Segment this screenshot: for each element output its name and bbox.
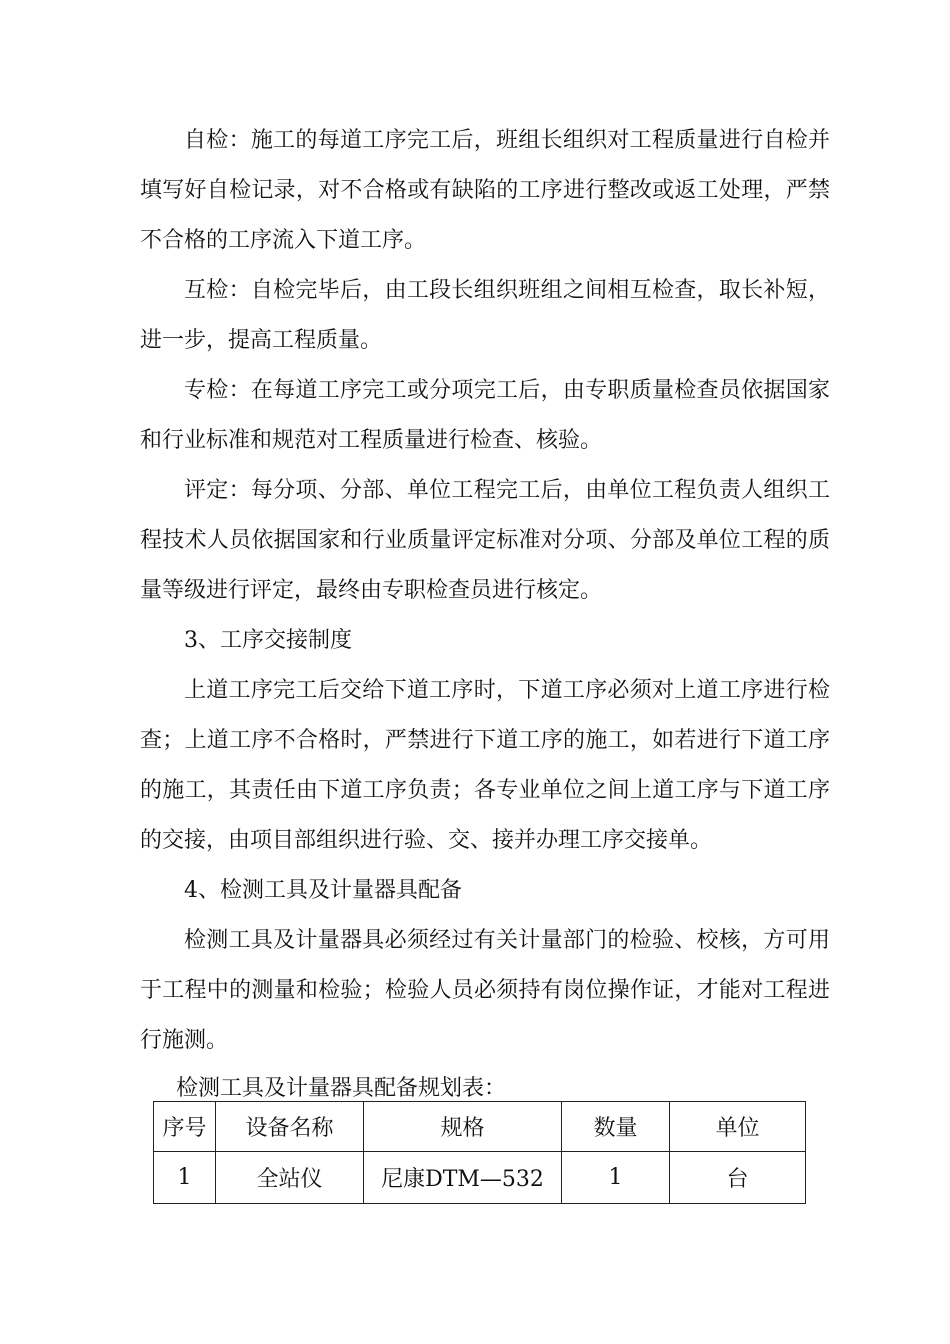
- table-cell: 全站仪: [216, 1152, 364, 1204]
- table-cell: 尼康DTM—532: [364, 1152, 562, 1204]
- equipment-table: [153, 1101, 806, 1204]
- table-cell: 1: [154, 1152, 216, 1204]
- table-cell: 1: [562, 1152, 670, 1204]
- table-header-row: [154, 1102, 806, 1152]
- paragraph-evaluation: 评定：每分项、分部、单位工程完工后，由单位工程负责人组织工程技术人员依据国家和行业质量评定标准对分项、分部及单位工程的质量等级进行评定，最终由专职检查员进行核定。: [140, 478, 830, 603]
- table-caption: 检测工具及计量器具配备规划表：: [176, 1076, 507, 1101]
- paragraph-self-inspection: 自检：施工的每道工序完工后，班组长组织对工程质量进行自检并填写好自检记录，对不合格或有缺陷的工序进行整改或返工处理，严禁不合格的工序流入下道工序。: [140, 128, 830, 253]
- header-cell-unit: 单位: [670, 1102, 806, 1152]
- header-cell-index: 序号: [154, 1102, 216, 1152]
- table-cell: 台: [670, 1152, 806, 1204]
- section-3-heading: 3、工序交接制度: [184, 628, 352, 653]
- section-4-heading: 4、检测工具及计量器具配备: [184, 878, 462, 903]
- section-4-body: 检测工具及计量器具必须经过有关计量部门的检验、校核，方可用于工程中的测量和检验；检验人员必须持有岗位操作证，才能对工程进行施测。: [140, 928, 830, 1053]
- header-cell-name: 设备名称: [216, 1102, 364, 1152]
- table-row: [154, 1152, 806, 1204]
- paragraph-mutual-inspection: 互检：自检完毕后，由工段长组织班组之间相互检查，取长补短，进一步，提高工程质量。: [140, 278, 830, 353]
- section-3-body: 上道工序完工后交给下道工序时，下道工序必须对上道工序进行检查；上道工序不合格时，严禁进行下道工序的施工，如若进行下道工序的施工，其责任由下道工序负责；各专业单位之间上道工序与下道工序的交接，由项目部组织进行验、交、接并办理工序交接单。: [140, 678, 830, 853]
- header-cell-spec: 规格: [364, 1102, 562, 1152]
- paragraph-special-inspection: 专检：在每道工序完工或分项完工后，由专职质量检查员依据国家和行业标准和规范对工程质量进行检查、核验。: [140, 378, 830, 453]
- header-cell-quantity: 数量: [562, 1102, 670, 1152]
